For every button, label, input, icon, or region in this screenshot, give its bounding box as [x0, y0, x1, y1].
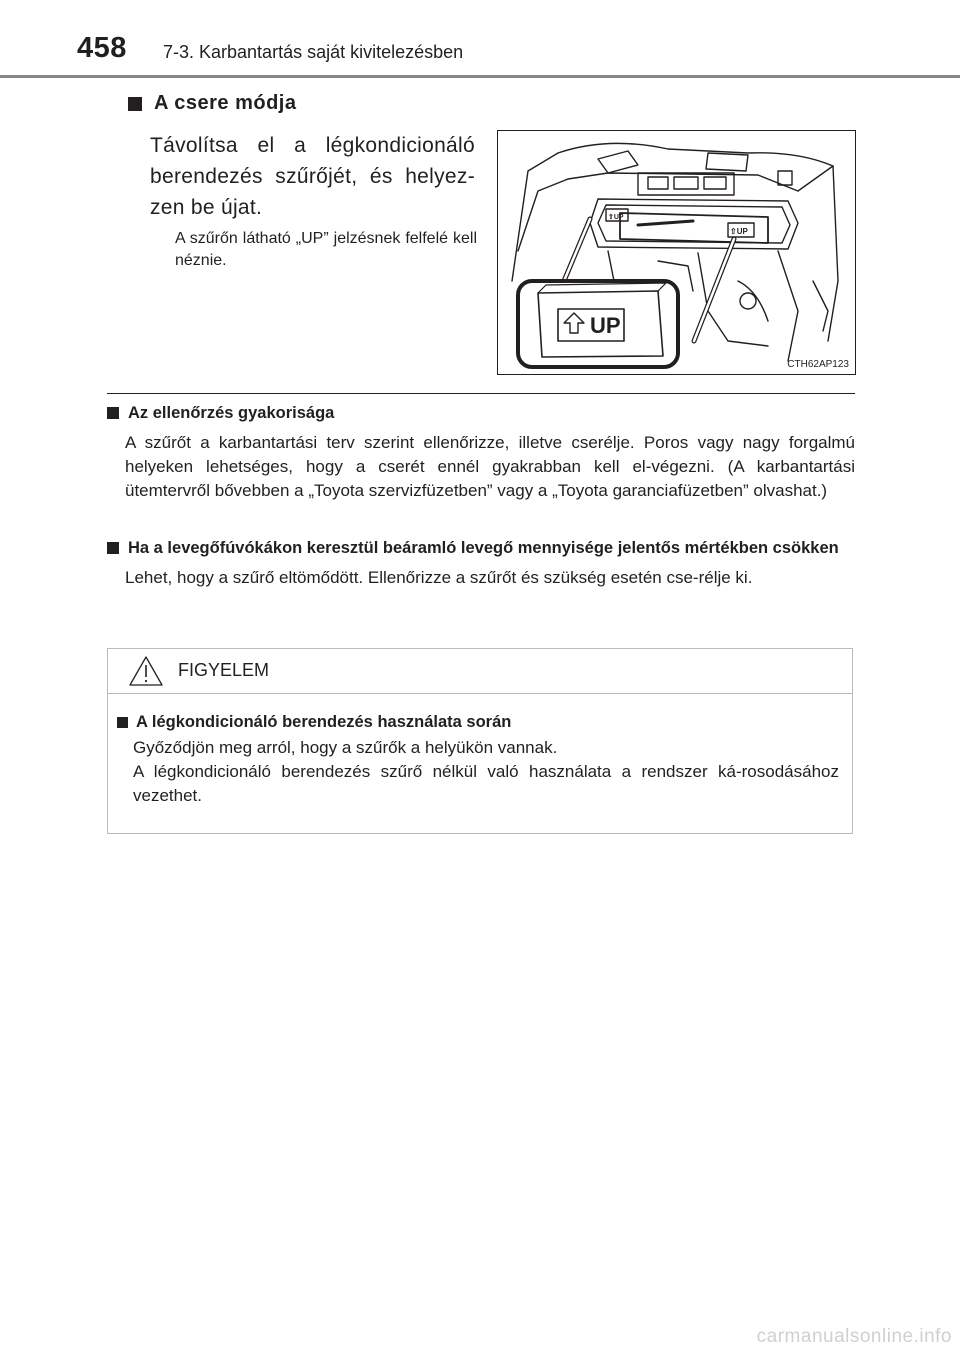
section-divider [107, 393, 855, 394]
instruction-note: A szűrőn látható „UP” jelzésnek felfelé kell néznie. [175, 230, 477, 269]
square-bullet-icon [117, 717, 128, 728]
warning-content [117, 711, 839, 808]
up-label: UP [590, 313, 621, 338]
info-section-frequency [107, 402, 855, 503]
square-bullet-icon [107, 407, 119, 419]
warning-triangle-icon [128, 655, 164, 687]
figure-code: CTH62AP123 [787, 359, 849, 370]
main-heading [128, 92, 297, 115]
warning-line-2: A légkondicionáló berendezés szűrő nélkül való használata a rendszer ká-rosodásához vezethet. [133, 762, 839, 805]
warning-box [107, 648, 853, 834]
warning-heading: A légkondicionáló berendezés használata során [117, 711, 839, 734]
filter-drawing [498, 131, 854, 373]
filter-illustration [497, 130, 856, 375]
info-section-airflow [107, 537, 855, 590]
instruction-text: Távolítsa el a légkondicionáló berendezés szűrőjét, és helyez-zen be újat. [150, 134, 475, 219]
warning-title: FIGYELEM [178, 660, 270, 680]
watermark: carmanualsonline.info [756, 1326, 952, 1347]
section-title: 7-3. Karbantartás saját kivitelezésben [163, 42, 464, 62]
warning-line-1: Győződjön meg arról, hogy a szűrők a helyükön vannak. [133, 738, 558, 757]
page-number: 458 [77, 32, 127, 64]
info-text: A szűrőt a karbantartási terv szerint ellenőrizze, illetve cserélje. Poros vagy nagy forgalmú helyeken lehetséges, hogy a cserét ennél gyakrabban kell el-végezni. (A karbantartási ütemtervről bővebben a „Toyota szervizfüzetben” vagy a „Toyota garanciafüzetben” olvashat.) [125, 433, 855, 500]
svg-text:⇧UP: ⇧UP [730, 227, 748, 236]
warning-header [108, 649, 852, 694]
main-heading-text: A csere módja [154, 92, 297, 114]
page-header [0, 0, 960, 80]
svg-text:⇧UP: ⇧UP [608, 214, 624, 221]
info-text: Lehet, hogy a szűrő eltömődött. Ellenőrizze a szűrőt és szükség esetén cse-rélje ki. [125, 568, 753, 587]
square-bullet-icon [107, 542, 119, 554]
info-heading: Ha a levegőfúvókákon keresztül beáramló levegő mennyisége jelentős mértékben csökken [107, 537, 855, 560]
info-heading: Az ellenőrzés gyakorisága [107, 402, 855, 425]
warning-text [133, 736, 839, 808]
square-bullet-icon [128, 97, 142, 111]
header-divider [0, 75, 960, 78]
